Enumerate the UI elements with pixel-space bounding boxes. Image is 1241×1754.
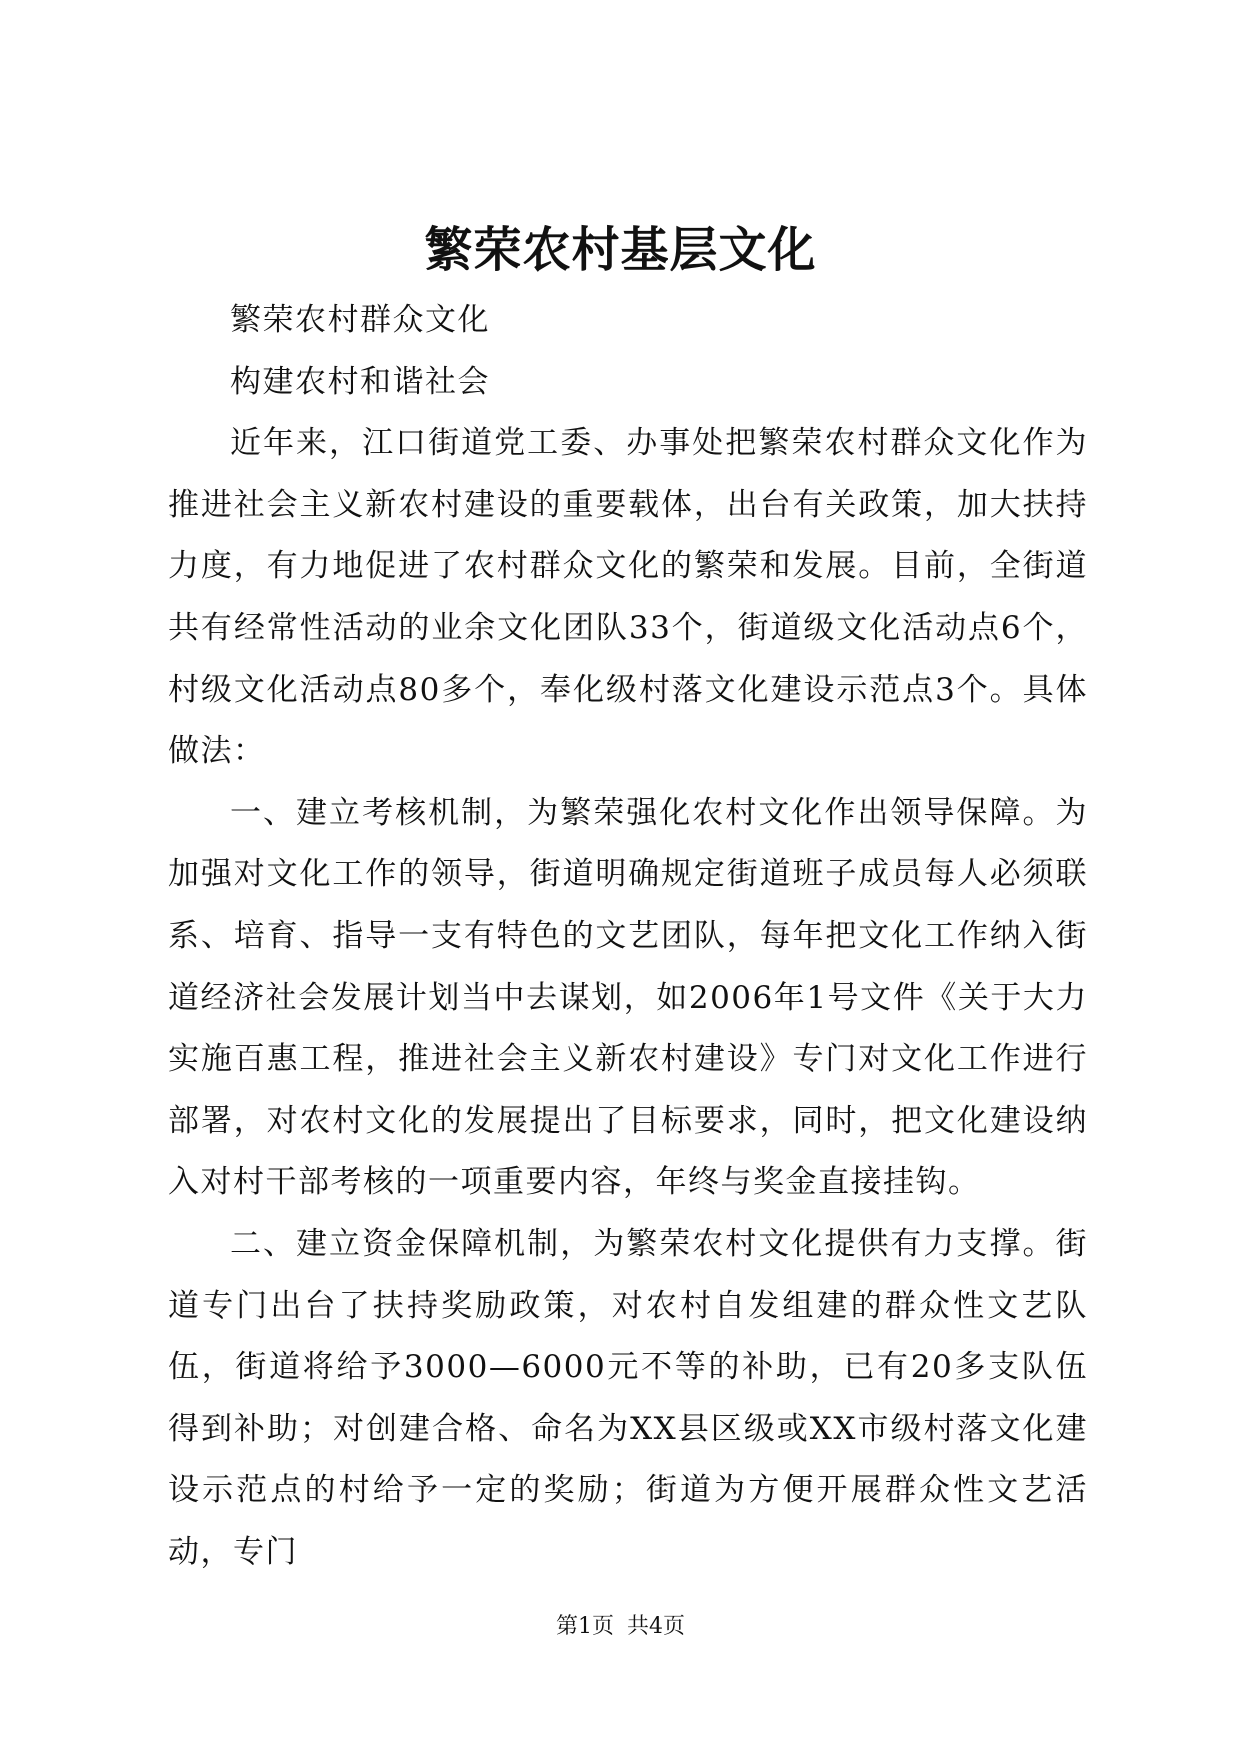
page-total: 共4页 xyxy=(627,1614,685,1639)
page-number: 第1页 xyxy=(556,1614,614,1639)
subtitle-line-2: 构建农村和谐社会 xyxy=(230,363,490,400)
section-1-paragraph: 一、建立考核机制，为繁荣强化农村文化作出领导保障。为加强对文化工作的领导，街道明确规定街道班子成员每人必须联系、培育、指导一支有特色的文艺团队，每年把文化工作纳入街道经济社会发展计划当中去谋划，如2006年1号文件《关于大力实施百惠工程，推进社会主义新农村建设》专门对文化工作进行部署，对农村文化的发展提出了目标要求，同时，把文化建设纳入对村干部考核的一项重要内容，年终与奖金直接挂钩。 xyxy=(168,794,1088,1201)
page-footer xyxy=(0,1612,1241,1642)
section-2-paragraph: 二、建立资金保障机制，为繁荣农村文化提供有力支撑。街道专门出台了扶持奖励政策，对农村自发组建的群众性文艺队伍，街道将给予3000—6000元不等的补助，已有20多支队伍得到补助；对创建合格、命名为XX县区级或XX市级村落文化建设示范点的村给予一定的奖励；街道为方便开展群众性文艺活动，专门 xyxy=(168,1225,1088,1570)
document-body xyxy=(168,290,1088,1583)
intro-paragraph: 近年来，江口街道党工委、办事处把繁荣农村群众文化作为推进社会主义新农村建设的重要载体，出台有关政策，加大扶持力度，有力地促进了农村群众文化的繁荣和发展。目前，全街道共有经常性活动的业余文化团队33个，街道级文化活动点6个，村级文化活动点80多个，奉化级村落文化建设示范点3个。具体做法： xyxy=(168,425,1088,770)
subtitle-line-1: 繁荣农村群众文化 xyxy=(230,302,490,338)
document-title: 繁荣农村基层文化 xyxy=(424,222,817,278)
